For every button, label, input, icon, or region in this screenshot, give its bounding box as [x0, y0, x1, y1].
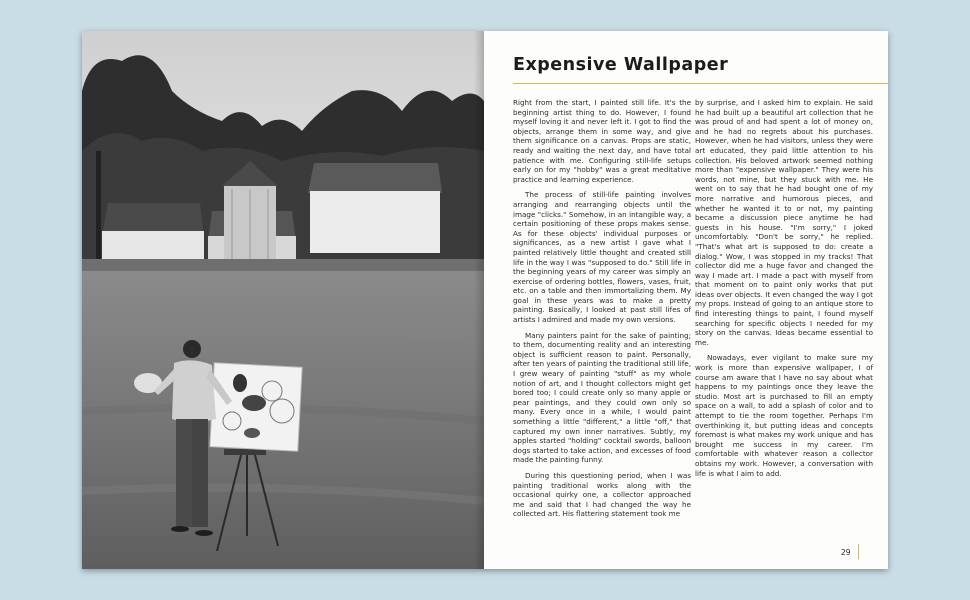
painter-in-field-photo: [82, 31, 484, 569]
article-title: Expensive Wallpaper: [513, 55, 729, 75]
title-underline: [513, 83, 888, 84]
paragraph: During this questioning period, when I was painting traditional works along with the occasional quirky one, a collector approached me and said that I had changed the way he collected art. His flattering statement took me: [513, 470, 691, 519]
paragraph: Many painters paint for the sake of painting; to them, documenting reality and an interesting object is sufficient reason to paint. Personally, after ten years of painting the traditional still life, I grew weary of painting "stuff" as my whole notion of art, and I thought collectors might get bored too; I could create only so many apple or pear paintings, and they could own only so many. Every once in a while, I would paint something a little "different," a little "off," that captured my own inner narratives. Subtly, my apples started "holding" cocktail swords, balloon dogs started to take action, and excesses of food made the painting funny.: [513, 330, 691, 465]
right-text-column: [695, 98, 873, 484]
page-number: 29: [841, 548, 851, 557]
book-spread: [82, 31, 888, 569]
paragraph: Right from the start, I painted still life. It's the beginning artist thing to do. However, I found myself loving it and never left it. I got to find the objects, arrange them in some way, and give them significance on a canvas. Props are static, ready and waiting the next day, and have total patience with me. Configuring still-life setups early on for my "hobby" was a great meditative practice and learning experience.: [513, 98, 691, 184]
left-text-column: [513, 98, 691, 525]
page-number-rule: [858, 544, 859, 559]
text-page: [484, 31, 888, 569]
paragraph: The process of still-life painting involves arranging and rearranging objects until the image "clicks." Somehow, in an intangible way, a certain positioning of these props makes sense. As for these objects' individual purposes or significances, as a new artist I gave what I painted relatively little thought and created still life in the way I was "supposed to do." Still life in the beginning years of my career was simply an exercise of ordering bottles, flowers, vases, fruit, etc. on a table and then immortalizing them. My goal in these years was to make a pretty painting. Basically, I looked at past still lifes of artists I admired and made my own versions.: [513, 190, 691, 325]
paragraph: by surprise, and I asked him to explain. He said he had built up a beautiful art collection that he was proud of and had spent a lot of money on, and he had no regrets about his purchases. However, when he had visitors, unless they were art educated, they paid little attention to his collection. His beloved artwork seemed nothing more than "expensive wallpaper." They were his words, not mine, but they stuck with me. He went on to say that he had bought one of my more narrative and humorous pieces, and whether he wanted it to or not, my painting became a discussion piece anytime he had guests in his house. "I'm sorry," I joked uncomfortably. "Don't be sorry," he replied. "That's what art is supposed to do: create a dialog." Wow, I was stopped in my tracks! That collector did me a huge favor and changed the way I made art. I made a pact with myself from that moment on to paint only works that put ideas over objects. It even changed the way I got my props. Instead of going to an antique store to find interesting things to paint, I found myself searching for specific objects I needed for my story on the canvas. Ideas became essential to me.: [695, 98, 873, 347]
paragraph: Nowadays, ever vigilant to make sure my work is more than expensive wallpaper, I of course am aware that I have no say about what happens to my paintings once they leave the studio. Most art is purchased to fill an empty space on a wall, to add a splash of color and to attempt to tie the room together. Perhaps I'm overthinking it, but putting ideas and concepts foremost is what makes my work unique and has brought me success in my career. I'm comfortable with whatever reason a collector obtains my work. However, a conversation with life is what I aim to add.: [695, 353, 873, 478]
photo-page: [82, 31, 484, 569]
